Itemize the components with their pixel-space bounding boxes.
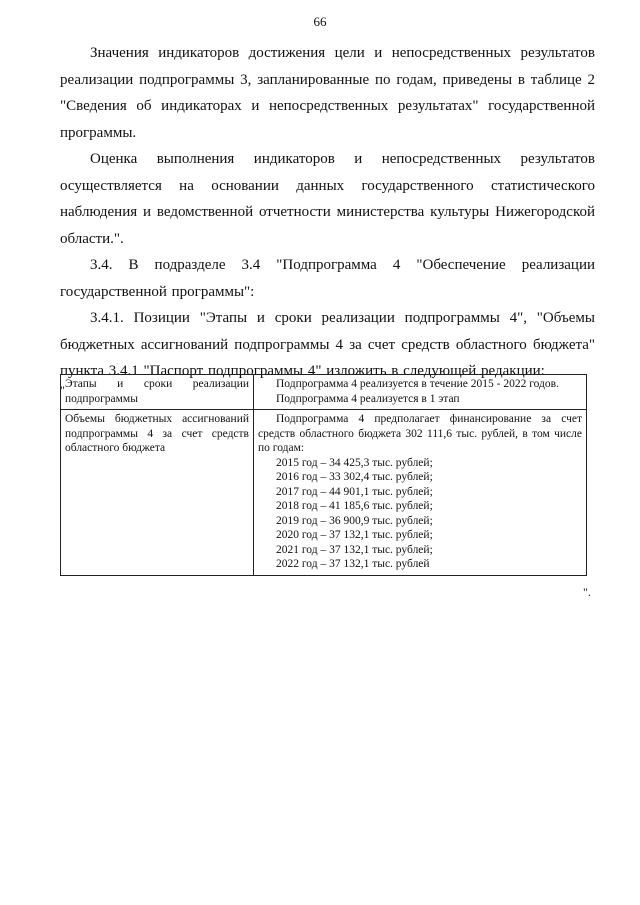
budget-year-line: 2021 год – 37 132,1 тыс. рублей; [276,543,433,556]
paragraph-section-3-4-1: 3.4.1. Позиции "Этапы и сроки реализации подпрограммы 4", "Объемы бюджетных ассигнований подпрограммы 4 за счет средств областного бюджета" пункта 3.4.1 "Паспорт подпрограммы 4" изложить в следующей редакции: [60,310,595,379]
budget-year-line: 2022 год – 37 132,1 тыс. рублей [276,558,430,570]
budget-year-line: 2019 год – 36 900,9 тыс. рублей; [276,514,433,527]
open-quote-mark: " [60,382,65,397]
table-row-budget [61,410,587,576]
paragraph-indicators: Значения индикаторов достижения цели и непосредственных результатов реализации подпрограммы 3, запланированные по годам, приведены в таблице 2 "Сведения об индикаторах и непосредственных результатах" государственной программы. [60,45,595,141]
paragraph-section-3-4: 3.4. В подразделе 3.4 "Подпрограмма 4 "Обеспечение реализации государственной программы": [60,257,595,300]
stages-value-cell [254,375,587,410]
paragraph-evaluation: Оценка выполнения индикаторов и непосредственных результатов осуществляется на основании данных государственного статистического наблюдения и ведомственной отчетности министерства культуры Нижегородской области.". [60,151,595,247]
budget-year-line: 2017 год – 44 901,1 тыс. рублей; [276,485,433,498]
budget-year-line: 2020 год – 37 132,1 тыс. рублей; [276,529,433,541]
page-number: 66 [313,14,327,29]
stages-label-cell: Этапы и сроки реализации подпрограммы [61,375,254,410]
passport-table [60,374,587,576]
stages-period-text: Подпрограмма 4 реализуется в течение 2015 - 2022 годов. [276,378,559,390]
close-quote-mark: ". [583,585,591,599]
budget-label-cell: Объемы бюджетных ассигнований подпрограммы 4 за счет средств областного бюджета [61,410,254,576]
document-body [60,40,595,397]
budget-intro-text: Подпрограмма 4 предполагает финансирование за счет средств областного бюджета 302 111,6 тыс. рублей, в том числе по годам: [258,413,582,454]
budget-year-line: 2016 год – 33 302,4 тыс. рублей; [276,471,433,483]
table-row-stages [61,375,587,410]
budget-year-line: 2015 год – 34 425,3 тыс. рублей; [276,456,433,469]
stages-count-text: Подпрограмма 4 реализуется в 1 этап [276,392,460,405]
budget-value-cell [254,410,587,576]
budget-year-line: 2018 год – 41 185,6 тыс. рублей; [276,500,433,512]
